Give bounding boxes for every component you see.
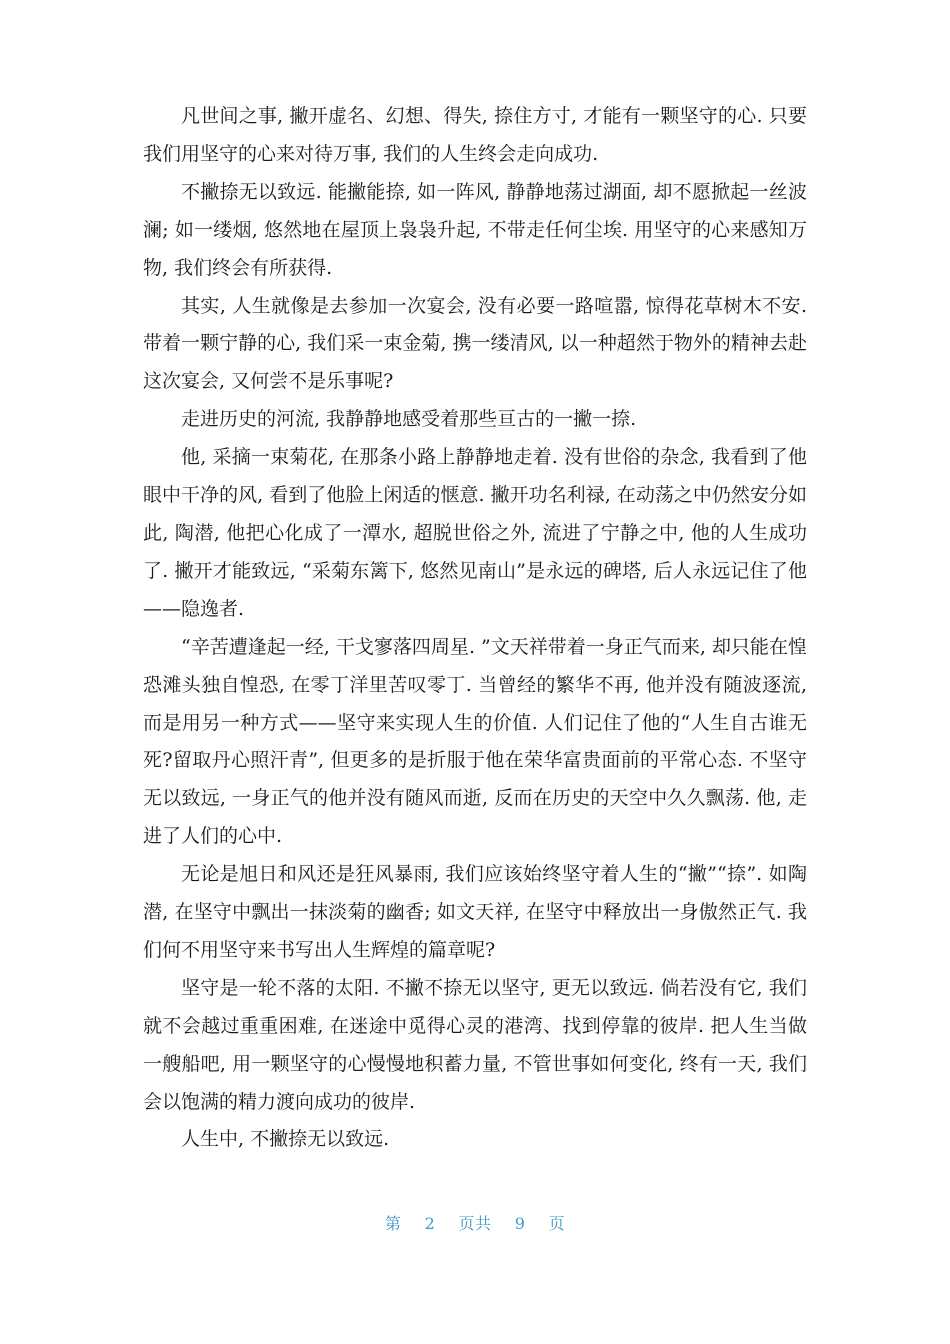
current-page-number: 2 bbox=[424, 1214, 436, 1233]
paragraph: 不撇捺无以致远. 能撇能捺, 如一阵风, 静静地荡过湖面, 却不愿掀起一丝波澜; 如一缕烟, 悠然地在屋顶上袅袅升起, 不带走任何尘埃. 用坚守的心来感知万物, 我们终会有所获得. bbox=[143, 180, 807, 279]
paragraph: 人生中, 不撇捺无以致远. bbox=[181, 1128, 390, 1151]
total-page-count: 9 bbox=[514, 1214, 526, 1233]
document-body bbox=[143, 98, 807, 1159]
page-number-footer bbox=[0, 1211, 950, 1234]
paragraph: 坚守是一轮不落的太阳. 不撇不捺无以坚守, 更无以致远. 倘若没有它, 我们就不会越过重重困难, 在迷途中觅得心灵的港湾、找到停靠的彼岸. 把人生当做一艘船吧, 用一颗坚守的心慢慢地积蓄力量, 不管世事如何变化, 终有一天, 我们会以饱满的精力渡向成功的彼岸. bbox=[143, 976, 807, 1113]
page-label-suffix: 页 bbox=[548, 1214, 566, 1233]
page-label-middle: 页共 bbox=[458, 1214, 492, 1233]
paragraph: “辛苦遭逢起一经, 干戈寥落四周星. ”文天祥带着一身正气而来, 却只能在惶恐滩头独自惶恐, 在零丁洋里苦叹零丁. 当曾经的繁华不再, 他并没有随波逐流, 而是用另一种方式——坚守来实现人生的价值. 人们记住了他的“人生自古谁无死?留取丹心照汗青”, 但更多的是折服于他在荣华富贵面前的平常心态. 不坚守无以致远, 一身正气的他并没有随风而逝, 反而在历史的天空中久久飘荡. 他, 走进了人们的心中. bbox=[143, 635, 807, 848]
paragraph: 他, 采摘一束菊花, 在那条小路上静静地走着. 没有世俗的杂念, 我看到了他眼中干净的风, 看到了他脸上闲适的惬意. 撇开功名利禄, 在动荡之中仍然安分如此, 陶潜, 他把心化成了一潭水, 超脱世俗之外, 流进了宁静之中, 他的人生成功了. 撇开才能致远, “采菊东篱下, 悠然见南山”是永远的碑塔, 后人永远记住了他——隐逸者. bbox=[143, 446, 807, 620]
paragraph: 走进历史的河流, 我静静地感受着那些亘古的一撇一捺. bbox=[181, 408, 637, 431]
paragraph: 无论是旭日和风还是狂风暴雨, 我们应该始终坚守着人生的“撇”“捺”. 如陶潜, 在坚守中飘出一抹淡菊的幽香; 如文天祥, 在坚守中释放出一身傲然正气. 我们何不用坚守来书写出人生辉煌的篇章呢? bbox=[143, 863, 807, 961]
page-label-prefix: 第 bbox=[384, 1214, 402, 1233]
paragraph: 凡世间之事, 撇开虚名、幻想、得失, 捺住方寸, 才能有一颗坚守的心. 只要我们用坚守的心来对待万事, 我们的人生终会走向成功. bbox=[143, 105, 807, 165]
paragraph: 其实, 人生就像是去参加一次宴会, 没有必要一路喧嚣, 惊得花草树木不安. 带着一颗宁静的心, 我们采一束金菊, 携一缕清风, 以一种超然于物外的精神去赴这次宴会, 又何尝不是乐事呢? bbox=[143, 294, 807, 393]
